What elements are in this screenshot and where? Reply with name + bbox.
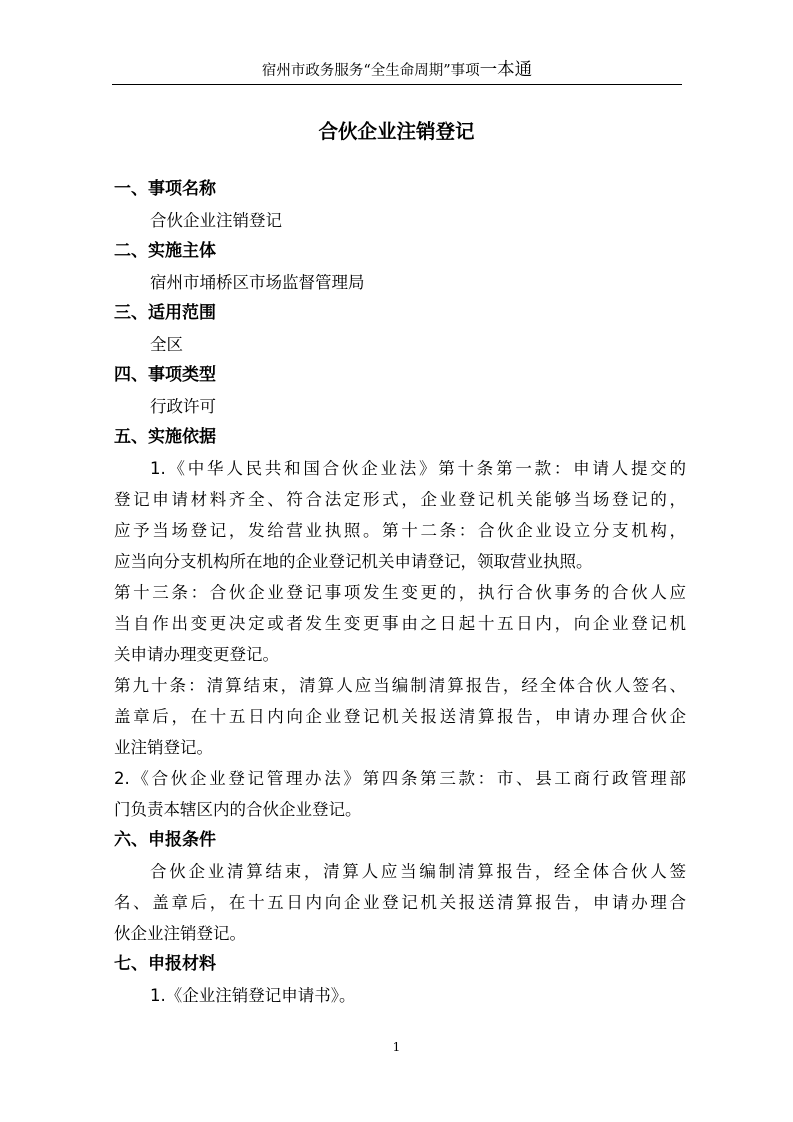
section-heading: 一、事项名称	[114, 179, 216, 199]
body-line: 登记申请材料齐全、符合法定形式，企业登记机关能够当场登记的，	[114, 490, 686, 509]
body-line: 1.《中华人民共和国合伙企业法》第十条第一款：申请人提交的	[150, 459, 686, 478]
body-line: 行政许可	[150, 397, 216, 416]
body-line: 当自作出变更决定或者发生变更事由之日起十五日内，向企业登记机	[114, 614, 686, 633]
body-line: 第十三条：合伙企业登记事项发生变更的，执行合伙事务的合伙人应	[114, 583, 686, 602]
page-header	[112, 60, 682, 85]
document-title: 合伙企业注销登记	[318, 120, 475, 143]
section-heading: 五、实施依据	[114, 427, 216, 447]
section-heading: 七、申报材料	[114, 954, 216, 974]
body-line: 关申请办理变更登记。	[114, 645, 279, 664]
body-line: 合伙企业清算结束，清算人应当编制清算报告，经全体合伙人签	[150, 862, 686, 881]
body-line: 伙企业注销登记。	[114, 924, 246, 943]
section-heading: 六、申报条件	[114, 830, 216, 850]
header-text-large: 一本通	[479, 60, 533, 80]
section-heading: 四、事项类型	[114, 365, 216, 385]
body-line: 盖章后，在十五日内向企业登记机关报送清算报告，申请办理合伙企	[114, 707, 686, 726]
body-line: 名、盖章后，在十五日内向企业登记机关报送清算报告，申请办理合	[114, 893, 686, 912]
document-body	[114, 174, 686, 1011]
section-heading: 二、实施主体	[114, 241, 216, 261]
body-line: 1.《企业注销登记申请书》。	[150, 986, 356, 1005]
body-line: 门负责本辖区内的合伙企业登记。	[114, 800, 362, 819]
body-line: 应当向分支机构所在地的企业登记机关申请登记，领取营业执照。	[114, 552, 593, 571]
body-line: 应予当场登记，发给营业执照。第十二条：合伙企业设立分支机构，	[114, 521, 686, 540]
body-line: 第九十条：清算结束，清算人应当编制清算报告，经全体合伙人签名、	[114, 676, 686, 695]
body-line: 2.《合伙企业登记管理办法》第四条第三款：市、县工商行政管理部	[114, 769, 686, 788]
body-line: 业注销登记。	[114, 738, 213, 757]
body-line: 宿州市埇桥区市场监督管理局	[150, 273, 365, 292]
body-line: 合伙企业注销登记	[150, 211, 282, 230]
section-heading: 三、适用范围	[114, 303, 216, 323]
page-number: 1	[392, 1040, 401, 1054]
header-text: 宿州市政务服务“全生命周期”事项	[261, 63, 480, 79]
body-line: 全区	[150, 335, 183, 354]
